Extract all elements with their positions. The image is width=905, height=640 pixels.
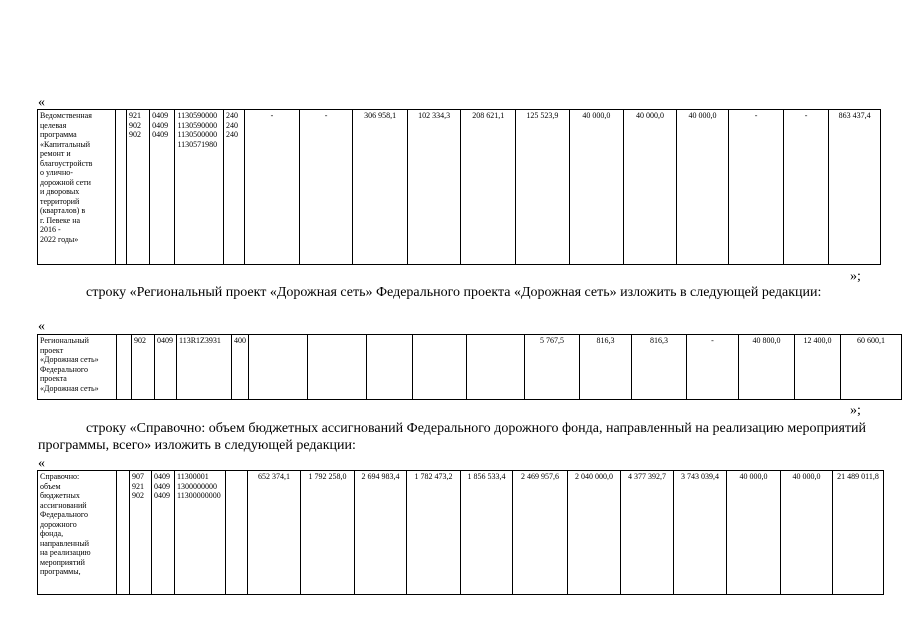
row-name-cell [38, 110, 116, 265]
program-table-2 [37, 334, 902, 400]
value-cell: 60 600,1 [841, 335, 902, 400]
value-cell [467, 335, 525, 400]
value-cell: 40 000,0 [781, 471, 833, 595]
empty-cell [117, 471, 130, 595]
cell-line: на реализацию [40, 548, 91, 557]
cell-line: фонда, [40, 529, 64, 538]
cell-line: 240 [225, 111, 238, 120]
cell-line: 902 [128, 120, 141, 130]
cell-line: 0409 [152, 111, 169, 120]
value-cell: 102 334,3 [407, 110, 461, 265]
value-cell: 1 856 533,4 [461, 471, 513, 595]
value-cell: 40 000,0 [624, 110, 677, 265]
grbs-cell [126, 110, 149, 265]
value-cell: 3 743 039,4 [674, 471, 727, 595]
rz-cell [150, 110, 175, 265]
cell-line: 1130500000 [177, 130, 218, 139]
value-cell: 2 694 983,4 [355, 471, 407, 595]
row-name-cell [38, 471, 117, 595]
cell-line: 113R1Z3931 [179, 336, 221, 345]
cell-line: г. Певеке на [40, 215, 81, 225]
value-cell [308, 335, 367, 400]
cell-line: 902 [128, 130, 141, 139]
cell-line: проект [40, 345, 64, 355]
csr-cell [175, 471, 226, 595]
cell-line: 0409 [154, 491, 170, 500]
cell-line: благоустройств [40, 158, 93, 168]
program-table-3 [37, 470, 884, 595]
empty-cell [117, 335, 132, 400]
cell-line: 902 [132, 491, 144, 500]
csr-cell [177, 335, 232, 400]
cell-line: Федерального [40, 510, 89, 519]
cell-line: и дворовых [40, 187, 80, 196]
cell-line: 921 [132, 481, 144, 491]
cell-line: 0409 [152, 130, 169, 139]
value-cell: 125 523,9 [516, 110, 570, 265]
cell-line: бюджетных [40, 491, 80, 500]
cell-line: Ведомственная [40, 111, 92, 120]
table-row [38, 335, 902, 400]
close-quote-2: »; [850, 403, 861, 418]
rz-cell [152, 471, 175, 595]
value-cell: 2 469 957,6 [513, 471, 568, 595]
open-quote-2: « [38, 319, 45, 334]
cell-line: 400 [234, 336, 246, 345]
value-cell: 4 377 392,7 [621, 471, 674, 595]
cell-line: 1130571980 [177, 139, 218, 149]
value-cell: 208 621,1 [461, 110, 516, 265]
value-cell: 40 000,0 [569, 110, 624, 265]
cell-line: Федерального [40, 364, 89, 374]
cell-line: территорий [40, 196, 80, 206]
value-cell [367, 335, 413, 400]
value-cell: 5 767,5 [525, 335, 580, 400]
grbs-cell [130, 471, 152, 595]
cell-line: 1130590000 [177, 120, 218, 130]
cell-line: о улично- [40, 168, 73, 177]
vr-cell [226, 471, 248, 595]
cell-line: 11300000000 [177, 491, 221, 500]
table-row [38, 110, 881, 265]
open-quote-3: « [38, 456, 45, 471]
close-quote-1: »; [850, 269, 861, 284]
cell-line: «Капитальный [40, 139, 91, 149]
grbs-cell [132, 335, 155, 400]
vr-cell [232, 335, 249, 400]
cell-line: целевая [40, 120, 67, 130]
value-cell: 306 958,1 [353, 110, 408, 265]
program-table-1 [37, 109, 881, 265]
value-cell: 12 400,0 [795, 335, 841, 400]
cell-line: Региональный [40, 336, 89, 345]
vr-cell [223, 110, 244, 265]
cell-line: «Дорожная сеть» [40, 355, 99, 364]
cell-line: направленный [40, 538, 89, 548]
cell-line: (кварталов) в [40, 206, 86, 215]
cell-line: 0409 [154, 481, 170, 491]
cell-line: 240 [225, 130, 238, 139]
cell-line: программа [40, 130, 77, 139]
value-cell: - [729, 110, 784, 265]
cell-line: проекта [40, 374, 67, 383]
csr-cell [175, 110, 224, 265]
cell-line: ремонт и [40, 149, 71, 158]
cell-line: мероприятий [40, 557, 85, 567]
table-row [38, 471, 884, 595]
cell-line: программы, [40, 567, 81, 576]
cell-line: 0409 [157, 336, 173, 345]
rz-cell [155, 335, 177, 400]
cell-line: дорожного [40, 519, 77, 529]
cell-line: объем [40, 481, 61, 491]
cell-line: 240 [225, 120, 238, 130]
value-cell: - [299, 110, 353, 265]
empty-cell [115, 110, 126, 265]
value-cell: 816,3 [632, 335, 687, 400]
cell-line: 921 [128, 111, 141, 120]
value-cell: 40 000,0 [727, 471, 781, 595]
cell-line: Справочно: [40, 472, 80, 481]
paragraph-regional-project: строку «Региональный проект «Дорожная сеть» Федерального проекта «Дорожная сеть» изложить в следующей редакции: [86, 285, 822, 300]
value-cell: 2 040 000,0 [568, 471, 621, 595]
value-cell: - [687, 335, 739, 400]
paragraph-reference-volume: строку «Справочно: объем бюджетных ассигнований Федерального дорожного фонда, направленный на реализацию мероприятий программы, всего» изложить в следующей редакции: [38, 421, 866, 453]
cell-line: 0409 [154, 472, 170, 481]
open-quote-1: « [38, 95, 45, 110]
value-cell: 816,3 [580, 335, 632, 400]
cell-line: 1300000000 [177, 481, 217, 491]
value-cell: 40 800,0 [739, 335, 795, 400]
cell-line: 1130590000 [177, 111, 218, 120]
value-cell: 21 489 011,8 [833, 471, 884, 595]
value-cell: 652 374,1 [248, 471, 301, 595]
cell-line: 11300001 [177, 472, 209, 481]
value-cell: - [245, 110, 300, 265]
cell-line: «Дорожная сеть» [40, 383, 99, 393]
cell-line: ассигнований [40, 500, 87, 510]
cell-line: 2022 годы» [40, 234, 79, 244]
value-cell [249, 335, 308, 400]
cell-line: дорожной сети [40, 177, 91, 187]
value-cell [413, 335, 467, 400]
cell-line: 2016 - [40, 225, 61, 234]
value-cell: 1 782 473,2 [407, 471, 461, 595]
value-cell: 1 792 258,0 [301, 471, 355, 595]
cell-line: 902 [134, 336, 146, 345]
value-cell: 40 000,0 [676, 110, 729, 265]
row-name-cell [38, 335, 117, 400]
cell-line: 907 [132, 472, 144, 481]
value-cell: - [783, 110, 828, 265]
cell-line: 0409 [152, 120, 169, 130]
value-cell: 863 437,4 [829, 110, 881, 265]
